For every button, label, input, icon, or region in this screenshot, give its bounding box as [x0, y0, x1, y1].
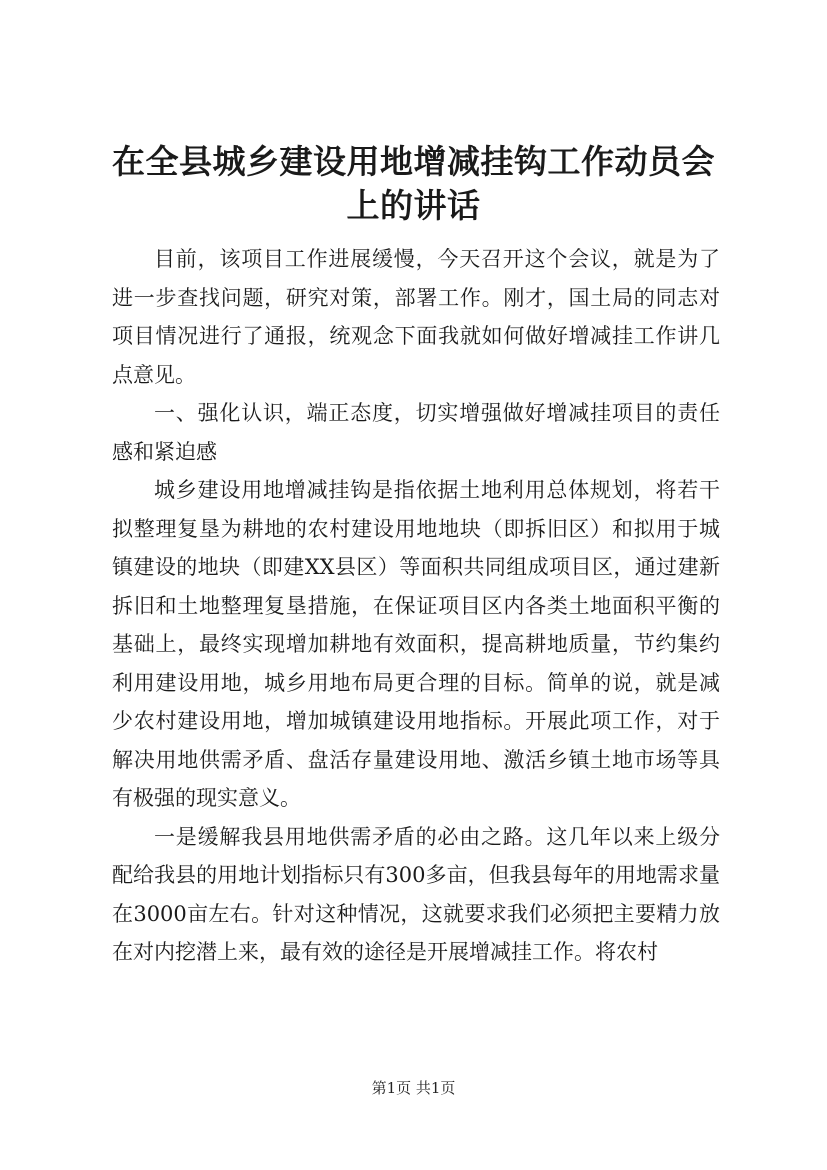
document-body: [112, 240, 720, 972]
paragraph-intro: 目前，该项目工作进展缓慢，今天召开这个会议，就是为了进一步查找问题，研究对策，部署工作。刚才，国土局的同志对项目情况进行了通报，统观念下面我就如何做好增减挂工作讲几点意见。: [112, 247, 720, 387]
document-title: 在全县城乡建设用地增减挂钩工作动员会上的讲话: [112, 142, 715, 225]
paragraph-point-one: 一是缓解我县用地供需矛盾的必由之路。这几年以来上级分配给我县的用地计划指标只有300多亩，但我县每年的用地需求量在3000亩左右。针对这种情况，这就要求我们必须把主要精力放在对内挖潜上来，最有效的途径是开展增减挂工作。将农村: [112, 824, 720, 964]
paragraph-definition: 城乡建设用地增减挂钩是指依据土地利用总体规划，将若干拟整理复垦为耕地的农村建设用地地块（即拆旧区）和拟用于城镇建设的地块（即建XX县区）等面积共同组成项目区，通过建新拆旧和土地整理复垦措施，在保证项目区内各类土地面积平衡的基础上，最终实现增加耕地有效面积，提高耕地质量，节约集约利用建设用地，城乡用地布局更合理的目标。简单的说，就是减少农村建设用地，增加城镇建设用地指标。开展此项工作，对于解决用地供需矛盾、盘活存量建设用地、激活乡镇土地市场等具有极强的现实意义。: [112, 478, 720, 810]
paragraph-heading-one: 一、强化认识，端正态度，切实增强做好增减挂项目的责任感和紧迫感: [112, 401, 720, 464]
page-footer: 第1页 共1页: [371, 1079, 456, 1097]
